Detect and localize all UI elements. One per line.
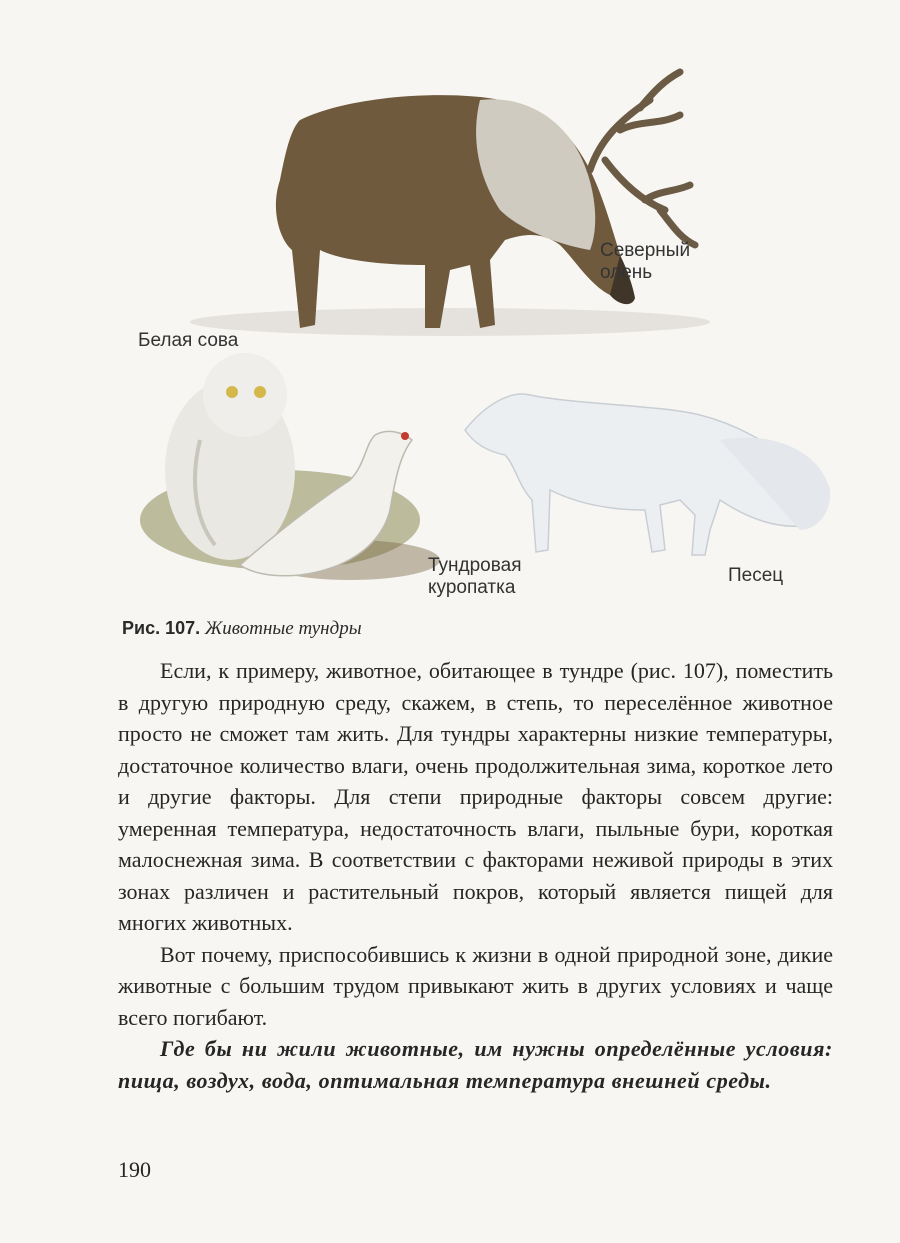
caption-number: Рис. 107. <box>122 618 201 638</box>
label-reindeer: Северный олень <box>600 240 691 283</box>
paragraph-1: Если, к примеру, животное, обитающее в тундре (рис. 107), поместить в другую природную среду, скажем, в степь, то переселённое животное просто не сможет там жить. Для тундры характерны низкие температуры, достаточное количество влаги, очень продолжительная зима, короткое лето и другие факторы. Для степи природные факторы совсем другие: умеренная температура, недостаточность влаги, пыльные бури, короткая малоснежная зима. В соответствии с факторами неживой природы в этих зонах различен и растительный покров, который является пищей для многих животных. <box>118 658 833 935</box>
label-snowy-owl: Белая сова <box>138 330 239 351</box>
paragraph-conclusion: Где бы ни жили животные, им нужны определённые условия: пища, воздух, вода, оптимальная температура внешней среды. <box>118 1036 833 1093</box>
arctic-fox-drawing <box>465 394 830 555</box>
body-text <box>118 655 833 1096</box>
caption-text: Животные тундры <box>204 618 362 639</box>
page-number: 190 <box>118 1157 151 1182</box>
paragraph-2: Вот почему, приспособившись к жизни в одной природной зоне, дикие животные с большим трудом привыкают жить в других условиях и чаще всего погибают. <box>118 941 833 1030</box>
label-tundra-ptarmigan: Тундровая куропатка <box>428 555 522 598</box>
label-arctic-fox: Песец <box>728 565 784 586</box>
tundra-animals-figure <box>120 60 840 600</box>
reindeer-drawing <box>276 72 695 328</box>
snowy-owl-drawing <box>165 353 295 560</box>
figure-caption <box>122 618 362 640</box>
